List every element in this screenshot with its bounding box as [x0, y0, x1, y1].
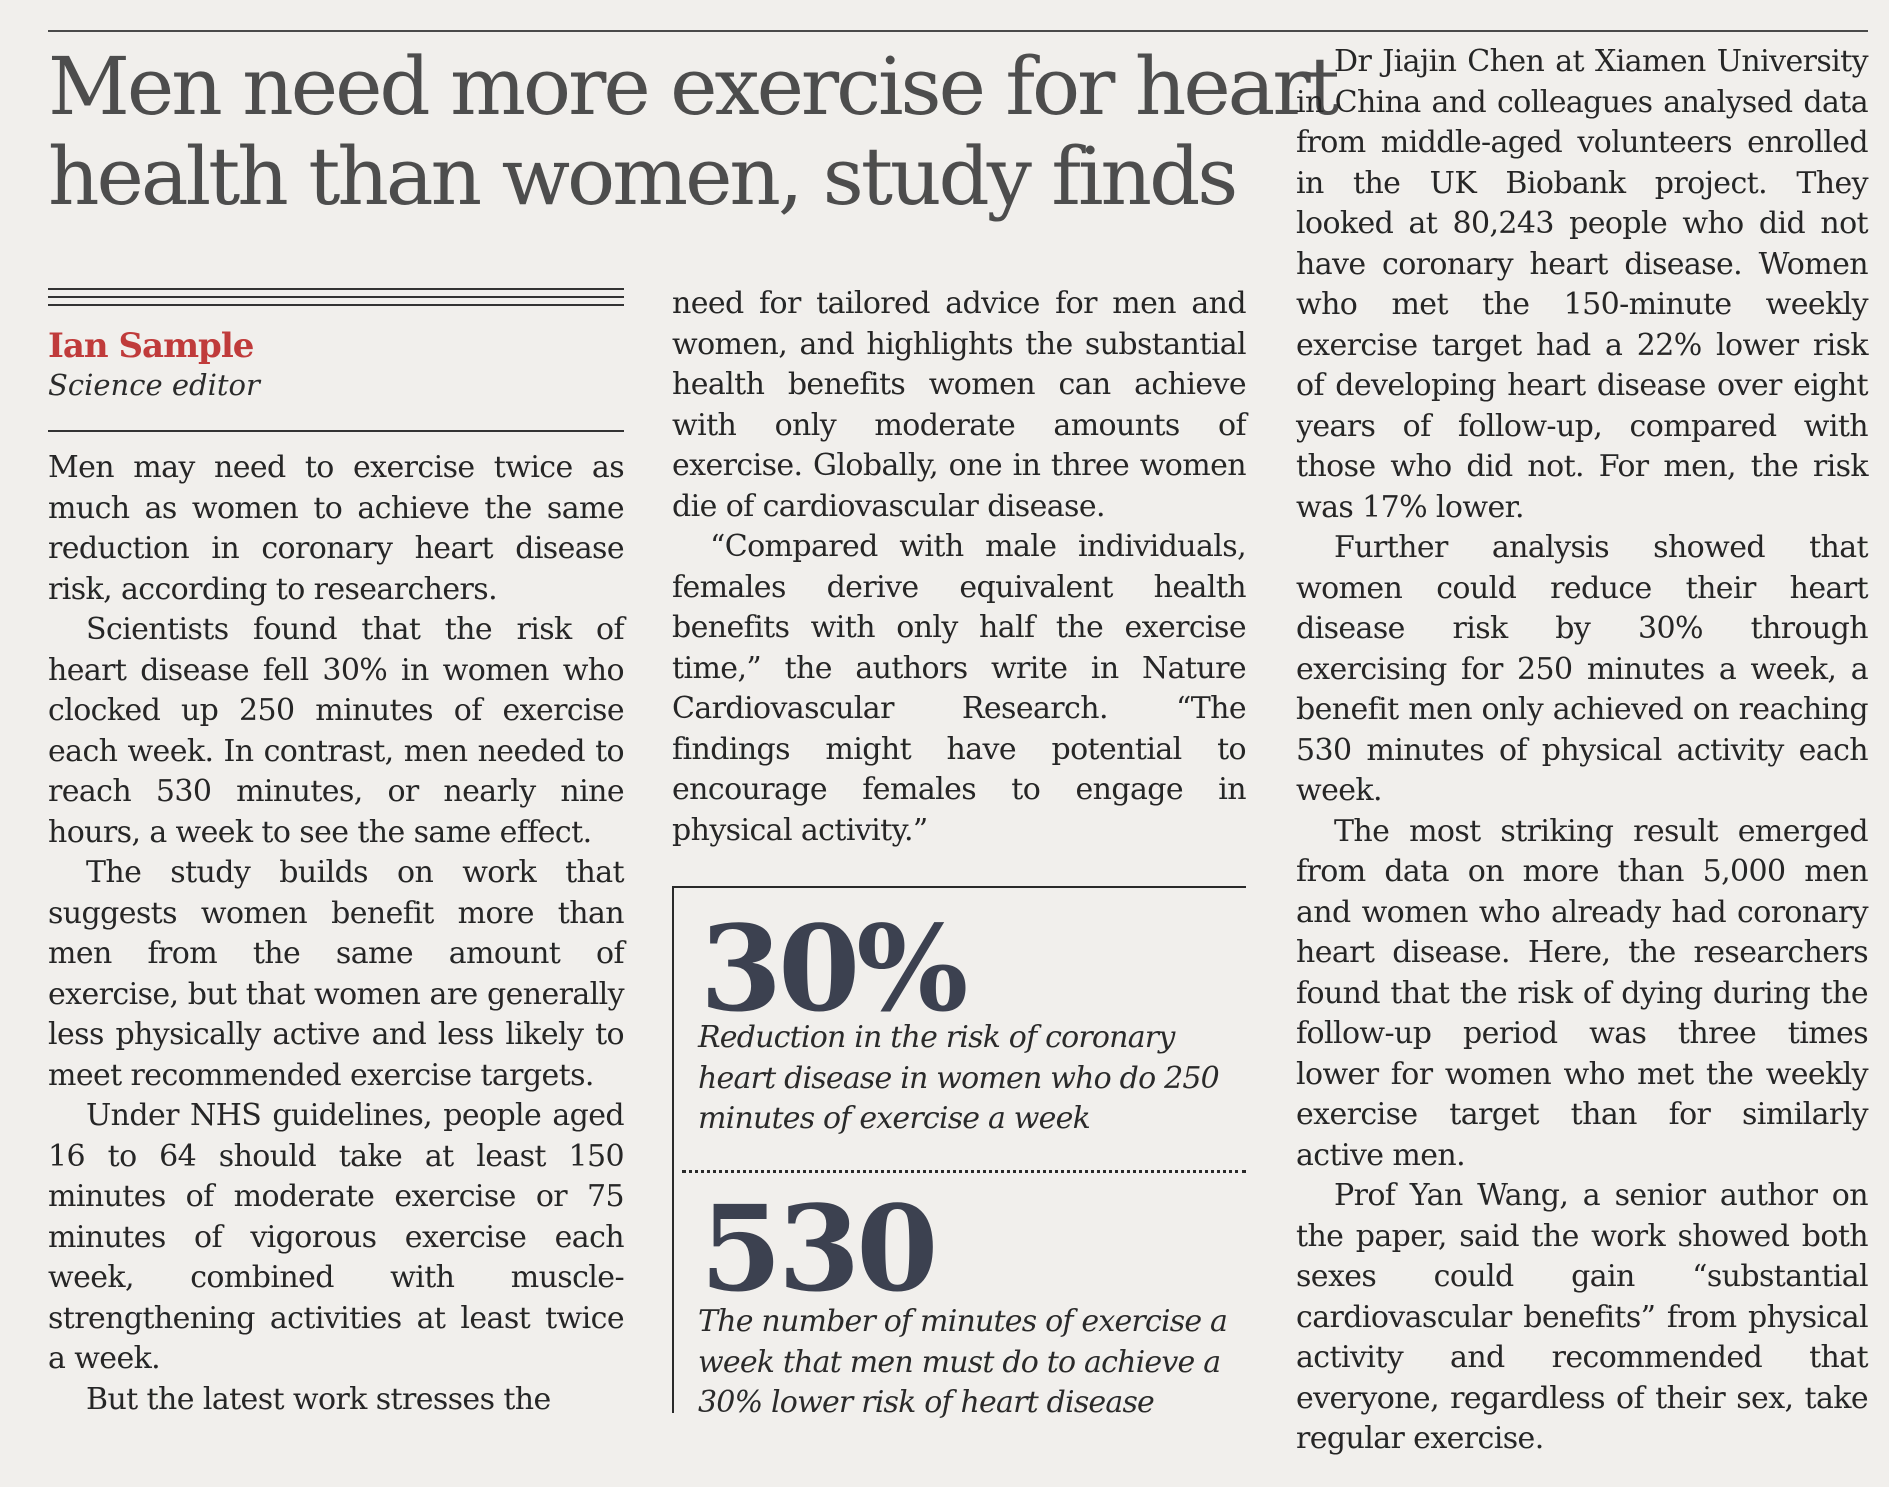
- paragraph: But the latest work stresses the: [86, 1381, 551, 1417]
- dotted-divider: [682, 1170, 1246, 1173]
- paragraph: Under NHS guidelines, people aged 16 to 64 should take at least 150 minutes of moderate exercise or 75 minutes of vigorous exercise each week, combined with muscle-strengthening activities at least twice a week.: [48, 1098, 624, 1376]
- paragraph: Dr Jiajin Chen at Xiamen University in China and colleagues analysed data from middle-aged volunteers enrolled in the UK Biobank project. They looked at 80,243 people who did not have coronary heart disease. Women who met the 150-minute weekly exercise target had a 22% lower risk of developing heart disease over eight years of follow-up, compared with those who did not. For men, the risk was 17% lower.: [1296, 44, 1868, 525]
- article-headline: [48, 40, 1337, 223]
- headline-line-2: health than women, study finds: [48, 130, 1236, 223]
- paragraph: “Compared with male individuals, females derive equivalent health benefits with only half the exercise time,” the authors write in Nature Cardiovascular Research. “The findings might have potential to encourage females to engage in physical activity.”: [672, 529, 1246, 848]
- stat-caption: The number of minutes of exercise a week that men must do to achieve a 30% lower risk of heart disease: [698, 1304, 1228, 1420]
- byline-divider: [48, 430, 624, 432]
- paragraph: Further analysis showed that women could reduce their heart disease risk by 30% through exercising for 250 minutes a week, a benefit men only achieved on reaching 530 minutes of physical activity each week.: [1296, 530, 1868, 808]
- paragraph: need for tailored advice for men and women, and highlights the substantial health benefits women can achieve with only moderate amounts of exercise. Globally, one in three women die of cardiovascular disease.: [672, 286, 1246, 524]
- stat-minutes: 530: [700, 1179, 935, 1318]
- paragraph: Prof Yan Wang, a senior author on the paper, said the work showed both sexes could gain “substantial cardiovascular benefits” from physical activity and recommended that everyone, regardless of their sex, take regular exercise.: [1296, 1178, 1868, 1456]
- column-1: [48, 448, 624, 1420]
- stat-caption: Reduction in the risk of coronary heart disease in women who do 250 minutes of exercise a week: [698, 1020, 1219, 1136]
- paragraph: The most striking result emerged from data on more than 5,000 men and women who already had coronary heart disease. Here, the researchers found that the risk of dying during the follow-up period was three times lower for women who met the weekly exercise target than for similarly active men.: [1296, 813, 1868, 1173]
- headline-line-1: Men need more exercise for heart: [48, 40, 1337, 133]
- paragraph: Men may need to exercise twice as much as women to achieve the same reduction in coronary heart disease risk, according to researchers.: [48, 450, 624, 607]
- author-name: Ian Sample: [48, 326, 254, 366]
- top-rule: [48, 30, 1868, 32]
- stat-percentage: 30%: [700, 899, 965, 1038]
- column-3: [1296, 42, 1868, 1460]
- author-role: Science editor: [48, 368, 260, 402]
- column-2: [672, 284, 1246, 851]
- paragraph: Scientists found that the risk of heart disease fell 30% in women who clocked up 250 minutes of exercise each week. In contrast, men needed to reach 530 minutes, or nearly nine hours, a week to see the same effect.: [48, 612, 624, 850]
- paragraph: The study builds on work that suggests women benefit more than men from the same amount of exercise, but that women are generally less physically active and less likely to meet recommended exercise targets.: [48, 855, 624, 1093]
- fact-box: [672, 886, 1246, 1420]
- byline-rules: [48, 288, 624, 318]
